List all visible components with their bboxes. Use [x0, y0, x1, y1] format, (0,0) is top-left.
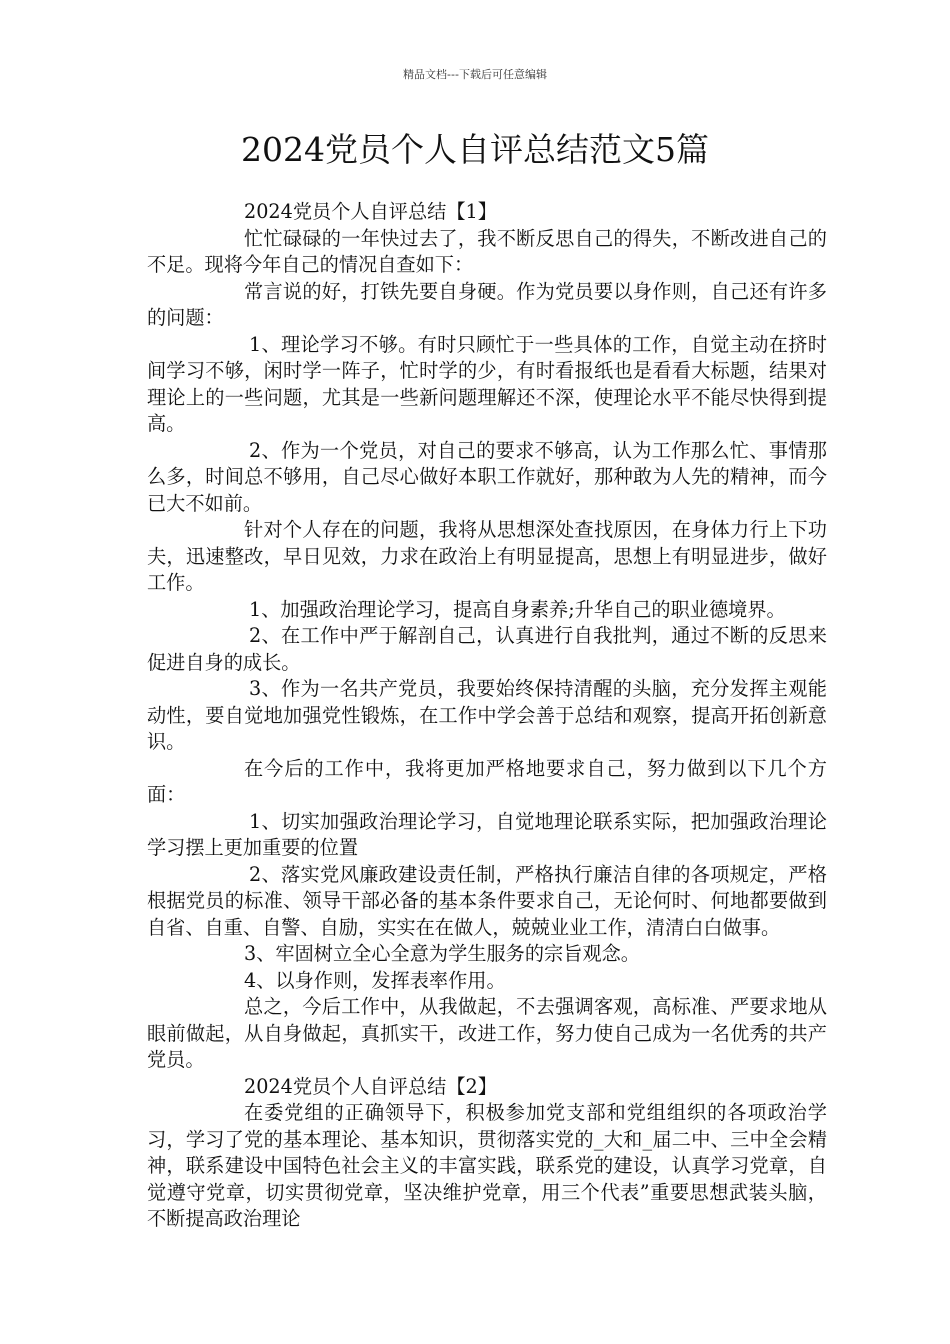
paragraph: 在委党组的正确领导下，积极参加党支部和党组组织的各项政治学习，学习了党的基本理论、基本知识，贯彻落实党的_大和_届二中、三中全会精神，联系建设中国特色社会主义的丰富实践，联系党的建设，认真学习党章，自觉遵守党章，切实贯彻党章，坚决维护党章，用三个代表”重要思想武装头脑，不断提高政治理论 — [147, 1101, 827, 1230]
section-heading-1: 2024党员个人自评总结【1】 — [244, 200, 497, 223]
list-item: 1、切实加强政治理论学习，自觉地理论联系实际，把加强政治理论学习摆上更加重要的位置 — [147, 809, 827, 859]
list-item: 4、以身作则，发挥表率作用。 — [244, 968, 506, 992]
header-note: 精品文档---下载后可任意编辑 — [403, 68, 547, 81]
page-title: 2024党员个人自评总结范文5篇 — [241, 130, 709, 169]
list-item: 3、作为一名共产党员，我要始终保持清醒的头脑，充分发挥主观能动性，要自觉地加强党性锻炼，在工作中学会善于总结和观察，提高开拓创新意识。 — [147, 677, 827, 753]
list-item: 1、理论学习不够。有时只顾忙于一些具体的工作，自觉主动在挤时间学习不够，闲时学一阵子，忙时学的少，有时看报纸也是看看大标题，结果对理论上的一些问题，尤其是一些新问题理解还不深，使理论水平不能尽快得到提高。 — [147, 332, 827, 435]
section-heading-2: 2024党员个人自评总结【2】 — [244, 1074, 497, 1098]
paragraph: 在今后的工作中，我将更加严格地要求自己，努力做到以下几个方面： — [147, 756, 827, 806]
list-item: 2、在工作中严于解剖自己，认真进行自我批判，通过不断的反思来促进自身的成长。 — [147, 624, 827, 674]
list-item: 2、作为一个党员，对自己的要求不够高，认为工作那么忙、事情那么多，时间总不够用，自己尽心做好本职工作就好，那种敢为人先的精神，而今已大不如前。 — [147, 438, 827, 515]
list-item: 1、加强政治理论学习，提高自身素养;升华自己的职业德境界。 — [249, 597, 786, 621]
paragraph: 常言说的好，打铁先要自身硬。作为党员要以身作则，自己还有许多的问题： — [147, 279, 827, 329]
document-body — [147, 199, 827, 1233]
paragraph: 忙忙碌碌的一年快过去了，我不断反思自己的得失，不断改进自己的不足。现将今年自己的情况自查如下： — [147, 226, 827, 276]
paragraph: 针对个人存在的问题，我将从思想深处查找原因，在身体力行上下功夫，迅速整改，早日见效，力求在政治上有明显提高，思想上有明显进步，做好工作。 — [147, 518, 827, 594]
list-item: 3、牢固树立全心全意为学生服务的宗旨观念。 — [244, 942, 640, 965]
paragraph: 总之，今后工作中，从我做起，不去强调客观，高标准、严要求地从眼前做起，从自身做起，真抓实干，改进工作，努力使自己成为一名优秀的共产党员。 — [147, 995, 827, 1071]
list-item: 2、落实党风廉政建设责任制，严格执行廉洁自律的各项规定，严格根据党员的标准、领导干部必备的基本条件要求自己，无论何时、何地都要做到自省、自重、自警、自励，实实在在做人，兢兢业业工作，清清白白做事。 — [147, 862, 827, 939]
